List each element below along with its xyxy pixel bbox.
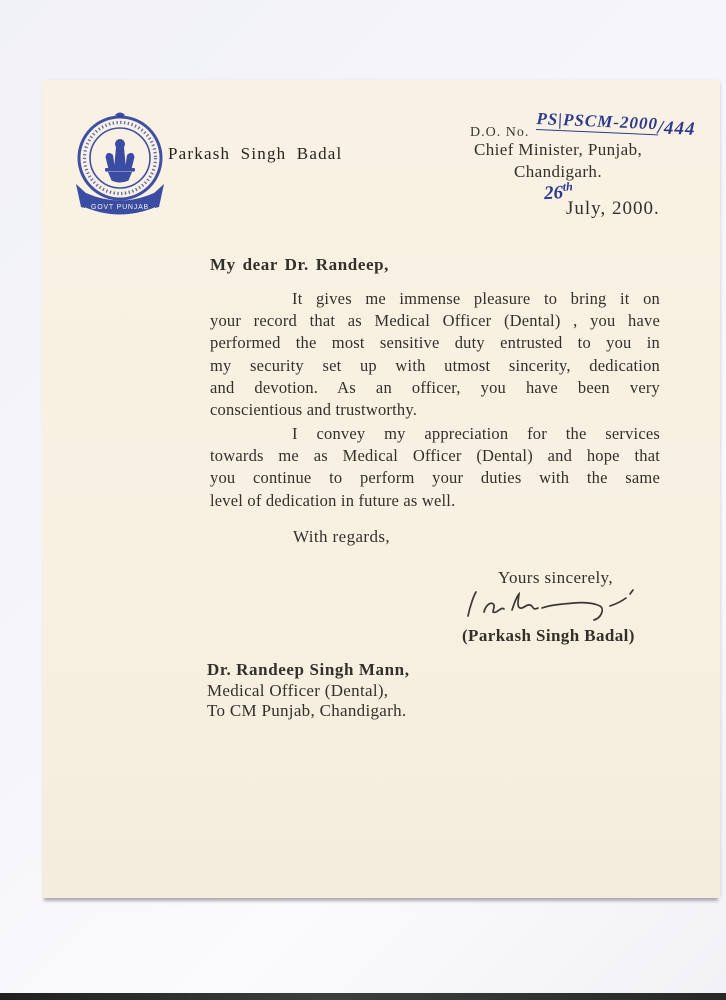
do-number-handwritten: [536, 108, 696, 140]
letter-sheet: [42, 80, 720, 898]
paragraph-line: you continue to perform your duties with the same: [210, 468, 660, 488]
govt-punjab-emblem-icon: [74, 111, 166, 225]
paragraph-line: your record that as Medical Officer (Dental) , you have: [210, 311, 660, 331]
paragraph-line: performed the most sensitive duty entrusted to you in: [210, 333, 660, 353]
paragraph-line: I convey my appreciation for the services: [292, 424, 660, 443]
recipient-address: To CM Punjab, Chandigarh.: [207, 701, 407, 720]
recipient-name: Dr. Randeep Singh Mann,: [207, 660, 410, 679]
letterhead-name: Parkash Singh Badal: [168, 144, 343, 163]
signature-icon: [458, 586, 648, 626]
date-day: 26: [543, 182, 564, 205]
emblem-ribbon-text: GOVT PUNJAB: [90, 204, 150, 211]
closing-salutation: Yours sincerely,: [498, 568, 614, 587]
salutation: My dear Dr. Randeep,: [210, 255, 390, 274]
do-number-tail: /444: [657, 117, 696, 140]
signatory-name: (Parkash Singh Badal): [462, 626, 635, 645]
paragraph-line: level of dedication in future as well.: [210, 490, 456, 510]
body-paragraph-1: [210, 288, 660, 421]
recipient-title: Medical Officer (Dental),: [207, 680, 389, 700]
date-line: July, 2000.: [566, 198, 660, 219]
do-number-label: D.O. No.: [470, 125, 530, 140]
do-number-main: PS|PSCM-2000: [536, 109, 659, 134]
body-paragraph-2: [210, 423, 660, 512]
recipient-block: [207, 660, 410, 722]
with-regards: With regards,: [293, 527, 391, 546]
paragraph-line: It gives me immense pleasure to bring it on: [292, 289, 660, 308]
paragraph-line: conscientious and trustworthy.: [210, 400, 418, 420]
office-line-2: Chandigarh.: [514, 162, 602, 181]
date-day-suffix: th: [562, 179, 574, 194]
paragraph-line: my security set up with utmost sincerity, dedication: [210, 355, 660, 375]
paragraph-line: and devotion. As an officer, you have been very: [210, 377, 660, 397]
office-line-1: Chief Minister, Punjab,: [474, 140, 643, 159]
paragraph-line: towards me as Medical Officer (Dental) and hope that: [210, 446, 660, 466]
scan-edge-strip: [0, 993, 726, 1000]
